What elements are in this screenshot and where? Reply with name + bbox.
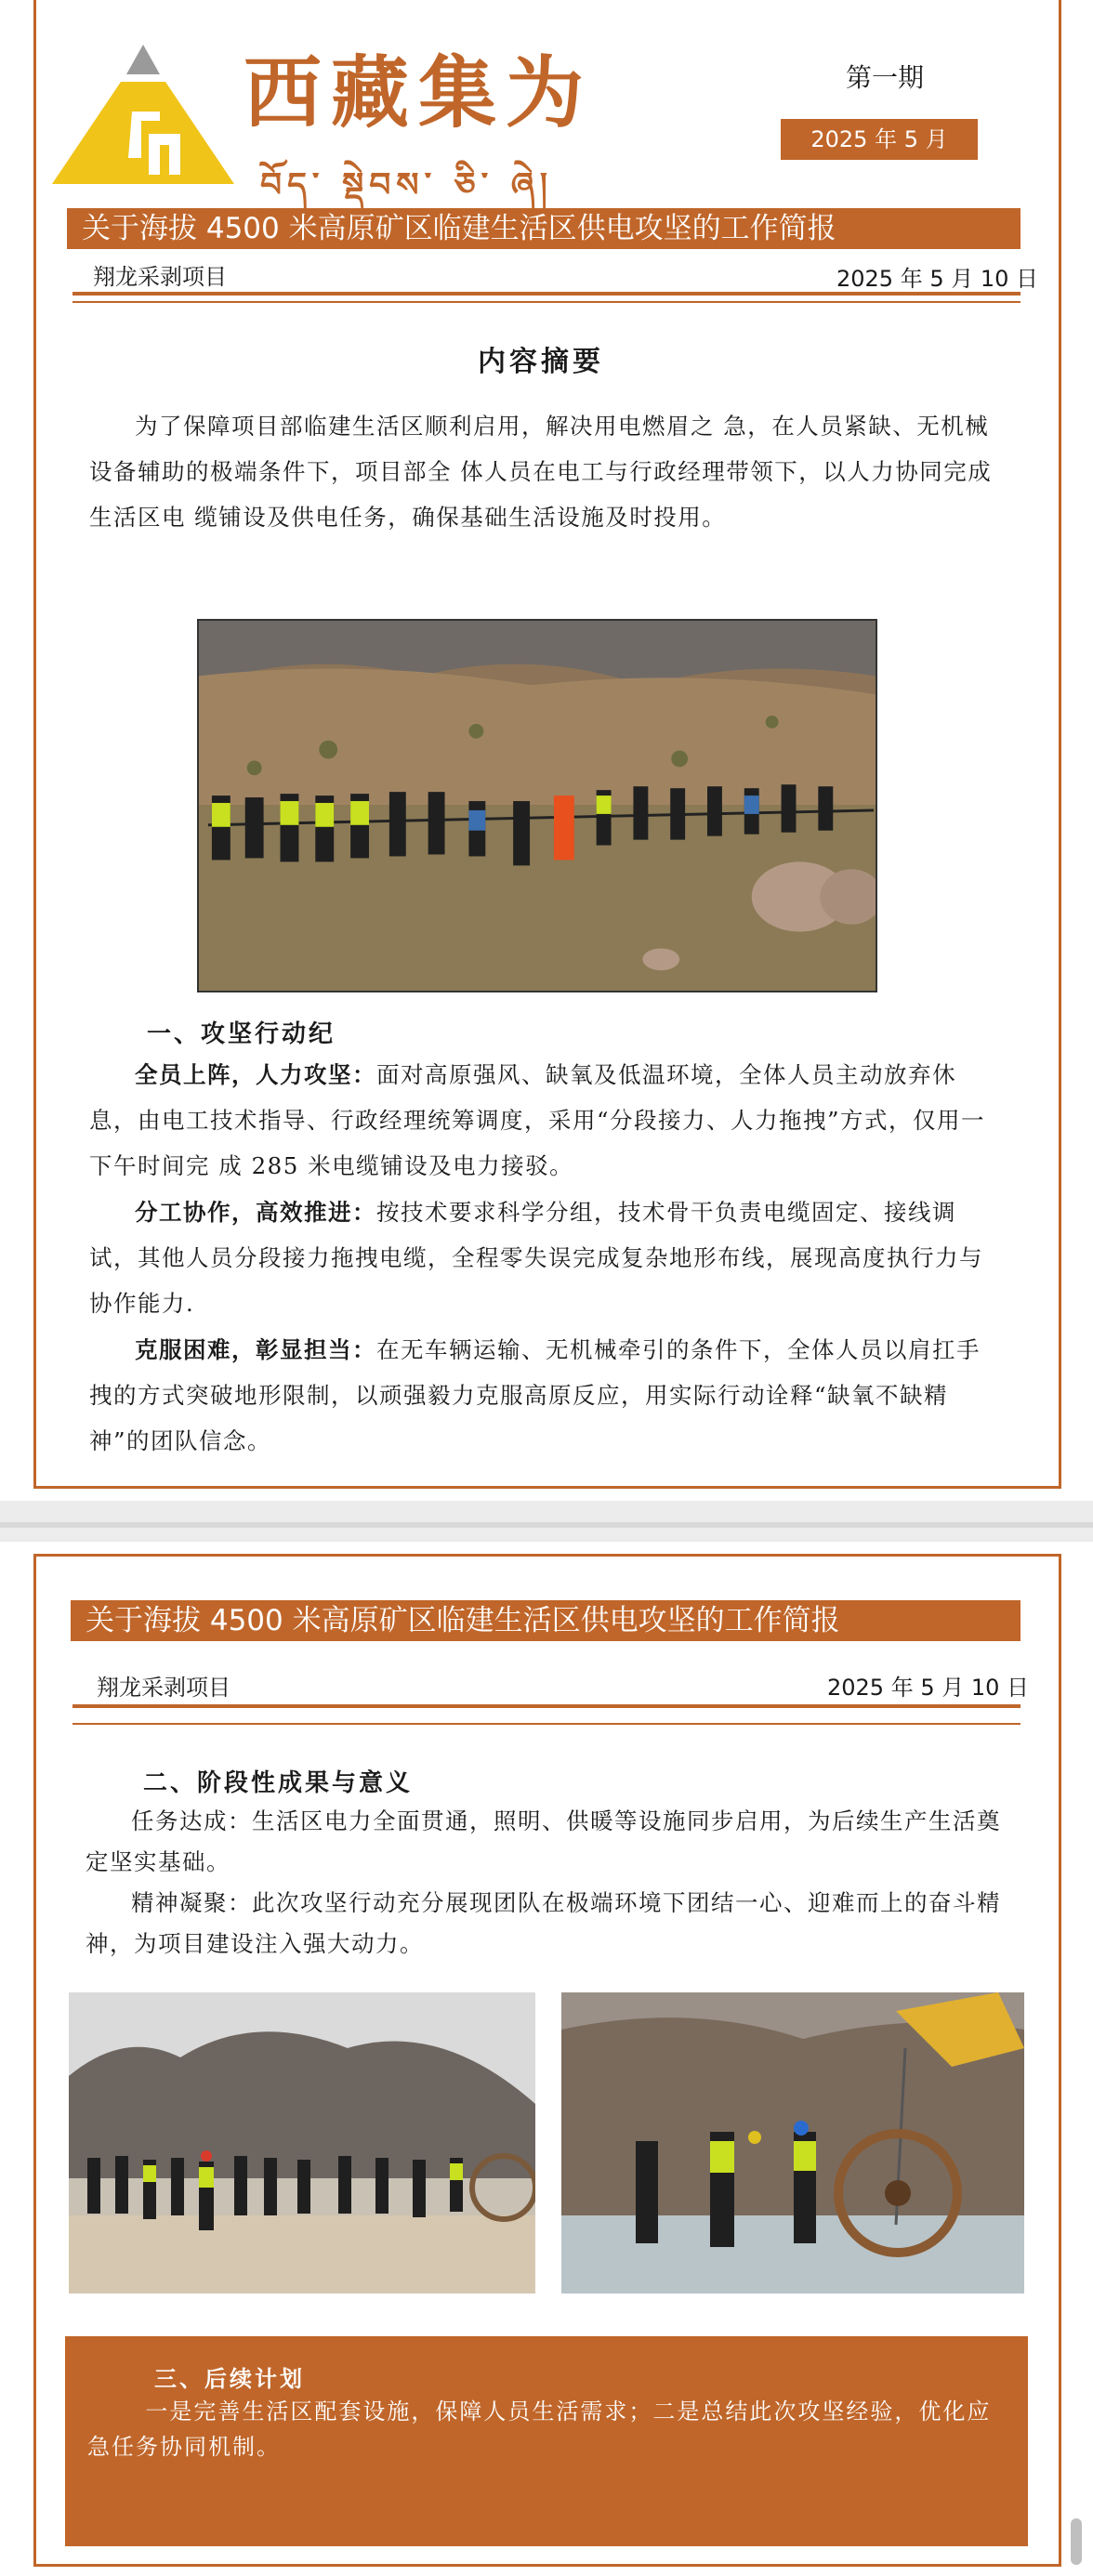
summary-paragraph: 为了保障项目部临建生活区顺利启用，解决用电燃眉之 急，在人员紧缺、无机械设备辅助的极端条件下，项目部全 体人员在电工与行政经理带领下，以人力协同完成生活区电 缆铺设及供电任务，确保基础生活设施及时投用。 — [89, 413, 993, 531]
issue-date-box: 2025 年 5 月 — [781, 119, 978, 160]
header-rule-thin — [72, 301, 1021, 303]
header-rule — [72, 292, 1021, 296]
brand-tibetan: བོད་ སྡེབས་ ཅི་ ཞེ། — [260, 166, 553, 204]
section1-title: 一、攻坚行动纪 — [147, 1020, 336, 1048]
project-name: 翔龙采剥项目 — [93, 264, 227, 290]
page-separator-line — [0, 1522, 1093, 1528]
brand-name: 西藏集为 — [244, 47, 594, 138]
section3-title: 三、后续计划 — [154, 2365, 305, 2392]
company-logo — [52, 45, 234, 186]
report-date-2: 2025 年 5 月 10 日 — [827, 1675, 1030, 1701]
action-item-1-lead: 全员上阵，人力攻坚： — [135, 1061, 376, 1088]
header-rule-thin-2 — [72, 1723, 1021, 1725]
photo-cable-reel — [561, 1992, 1024, 2293]
photo-cable-pulling — [197, 619, 877, 992]
scrollbar-thumb[interactable] — [1071, 2518, 1082, 2565]
project-name-2: 翔龙采剥项目 — [97, 1675, 230, 1701]
result-paragraph-2: 精神凝聚：此次攻坚行动充分展现团队在极端环境下团结一心、迎难而上的奋斗精神，为项目建设注入强大动力。 — [86, 1889, 1001, 1957]
action-item-3 — [89, 1327, 998, 1464]
report-title-banner: 关于海拔 4500 米高原矿区临建生活区供电攻坚的工作简报 — [67, 208, 1021, 249]
page-separator — [0, 1501, 1093, 1542]
action-item-2 — [89, 1189, 998, 1326]
plan-text: 一是完善生活区配套设施，保障人员生活需求；二是总结此次攻坚经验，优化应急任务协同机制。 — [87, 2399, 992, 2460]
result-paragraph-1: 任务达成：生活区电力全面贯通，照明、供暖等设施同步启用，为后续生产生活奠定坚实基础。 — [86, 1807, 1001, 1875]
follow-up-plan-box — [65, 2336, 1028, 2546]
action-item-3-text: 在无车辆运输、无机械牵引的条件下，全体人员以肩扛手拽的方式突破地形限制，以顽强毅力克服高原反应，用实际行动诠释“缺氧不缺精神”的团队信念。 — [89, 1336, 981, 1454]
action-item-2-text: 按技术要求科学分组，技术骨干负责电缆固定、接线调试，其他人员分段接力拖拽电缆，全程零失误完成复杂地形布线，展现高度执行力与协作能力. — [89, 1199, 983, 1317]
action-item-3-lead: 克服困难，彰显担当： — [135, 1336, 376, 1363]
summary-title: 内容摘要 — [478, 346, 604, 378]
action-item-1 — [89, 1052, 998, 1189]
issue-number: 第一期 — [846, 62, 925, 93]
report-title-banner-2: 关于海拔 4500 米高原矿区临建生活区供电攻坚的工作简报 — [71, 1600, 1021, 1641]
section2-title: 二、阶段性成果与意义 — [143, 1769, 414, 1797]
report-date: 2025 年 5 月 10 日 — [836, 266, 1039, 292]
header-rule-2 — [72, 1704, 1021, 1708]
action-item-2-lead: 分工协作，高效推进： — [135, 1199, 376, 1226]
photo-team-gathering — [69, 1992, 535, 2293]
action-item-1-text: 面对高原强风、缺氧及低温环境，全体人员主动放弃休息，由电工技术指导、行政经理统筹调度，采用“分段接力、人力拖拽”方式，仅用一下午时间完 成 285 米电缆铺设及电力接驳。 — [89, 1061, 986, 1179]
